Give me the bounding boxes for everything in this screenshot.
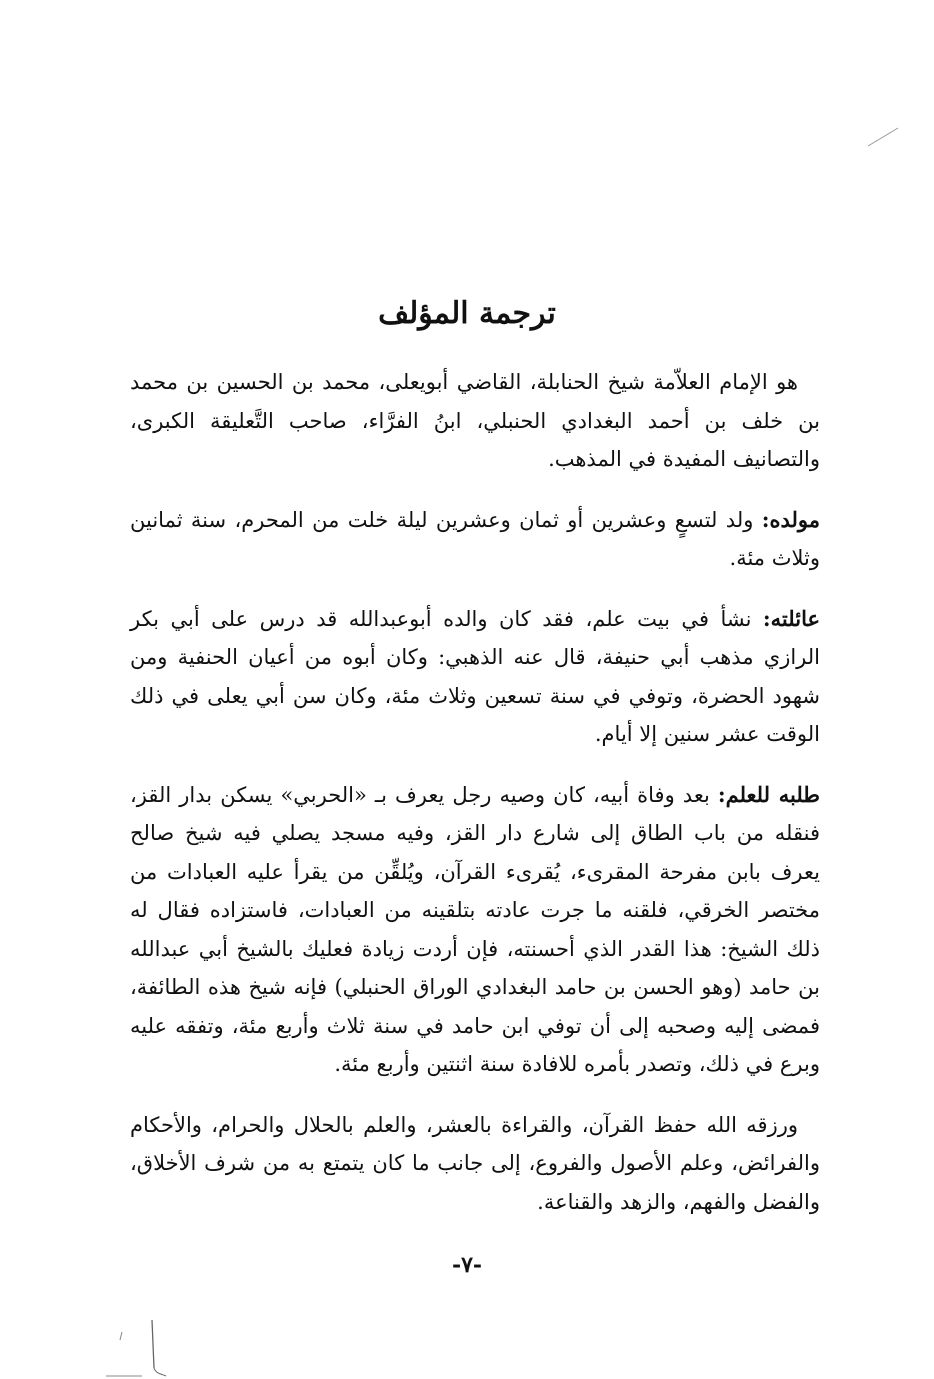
birth-label: مولده:	[761, 506, 820, 532]
scan-edge-marks	[102, 1318, 172, 1378]
biography-body	[130, 363, 820, 1243]
study-label: طلبه للعلم:	[717, 781, 821, 807]
study-paragraph	[130, 776, 820, 1084]
family-paragraph	[130, 600, 820, 754]
page-number: -٧-	[451, 1252, 483, 1278]
study-text: بعد وفاة أبيه، كان وصيه رجل يعرف بـ «الحربي» يسكن بدار القز، فنقله من باب الطاق إلى شارع دار القز، وفيه مسجد يصلي فيه شيخ صالح يعرف بابن مفرحة المقرىء، يُقرىء القرآن، ويُلقِّن من يقرأ عليه العبادات من مختصر الخرقي، فلقنه ما جرت عادته بتلقينه من العبادات، فاستزاده فقال له ذلك الشيخ: هذا القدر الذي أحسنته، فإن أردت زيادة فعليك بالشيخ أبي عبدالله بن حامد (وهو الحسن بن حامد البغدادي الوراق الحنبلي) فإنه شيخ هذه الطائفة، فمضى إليه وصحبه إلى أن توفي ابن حامد في سنة ثلاث وأربع مئة، وتفقه عليه وبرع في ذلك، وتصدر بأمره للافادة سنة اثنتين وأربع مئة.	[130, 782, 820, 1076]
closing-paragraph: ورزقه الله حفظ القرآن، والقراءة بالعشر، والعلم بالحلال والحرام، والأحكام والفرائض، وعلم الأصول والفروع، إلى جانب ما كان يتمتع به من شرف الأخلاق، والفضل والفهم، والزهد والقناعة.	[130, 1112, 820, 1214]
family-text: نشأ في بيت علم، فقد كان والده أبوعبدالله قد درس على أبي بكر الرازي مذهب أبي حنيفة، قال عنه الذهبي: وكان أبوه من أعيان الحنفية ومن شهود الحضرة، وتوفي في سنة تسعين وثلاث مئة، وكان سن أبي يعلى في ذلك الوقت عشر سنين إلا أيام.	[130, 606, 820, 746]
family-label: عائلته:	[762, 605, 820, 631]
birth-text: ولد لتسعٍ وعشرين أو ثمان وعشرين ليلة خلت من المحرم، سنة ثمانين وثلاث مئة.	[130, 507, 820, 570]
birth-paragraph	[130, 501, 820, 578]
intro-paragraph: هو الإمام العلاّمة شيخ الحنابلة، القاضي أبويعلى، محمد بن الحسين بن محمد بن خلف بن أحمد البغدادي الحنبلي، ابنُ الفرَّاء، صاحب التَّعليقة الكبرى، والتصانيف المفيدة في المذهب.	[130, 370, 820, 471]
page-title: ترجمة المؤلف	[378, 296, 556, 331]
pen-stroke-mark	[866, 126, 900, 148]
